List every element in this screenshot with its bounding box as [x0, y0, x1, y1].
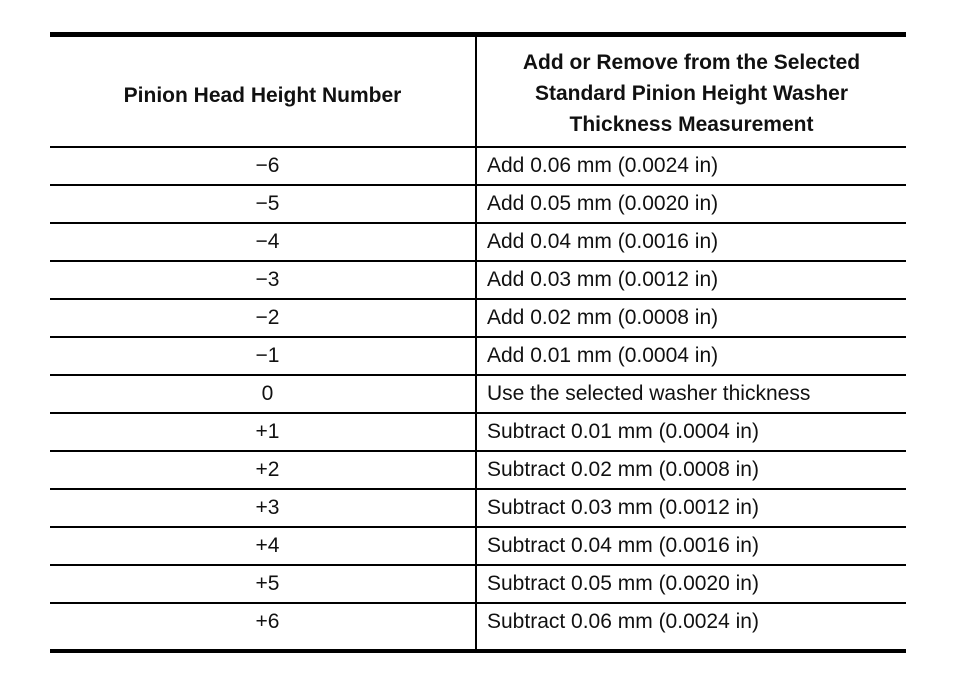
row-number: −3 — [255, 268, 280, 291]
table-row — [50, 414, 906, 452]
row-action: Add 0.02 mm (0.0008 in) — [487, 306, 719, 329]
table-row — [50, 186, 906, 224]
row-action: Use the selected washer thickness — [487, 382, 811, 405]
table-body — [50, 148, 906, 642]
row-action: Subtract 0.03 mm (0.0012 in) — [487, 496, 759, 519]
row-number: +1 — [255, 420, 280, 443]
row-number: −4 — [255, 230, 280, 253]
table-row — [50, 262, 906, 300]
row-number: 0 — [261, 382, 274, 405]
row-action: Add 0.03 mm (0.0012 in) — [487, 268, 719, 291]
header-add-or-remove — [477, 37, 906, 146]
row-number: −6 — [255, 154, 280, 177]
row-number: +5 — [255, 572, 280, 595]
table-row — [50, 528, 906, 566]
row-number: −5 — [255, 192, 280, 215]
table-row — [50, 300, 906, 338]
row-action: Subtract 0.05 mm (0.0020 in) — [487, 572, 759, 595]
row-action: Subtract 0.04 mm (0.0016 in) — [487, 534, 759, 557]
row-number: +3 — [255, 496, 280, 519]
table-row — [50, 566, 906, 604]
row-action: Add 0.05 mm (0.0020 in) — [487, 192, 719, 215]
row-number: +2 — [255, 458, 280, 481]
header-pinion-head-height-number: Pinion Head Height Number — [123, 83, 402, 107]
table-row — [50, 452, 906, 490]
table-bottom-rule — [50, 649, 906, 653]
row-action: Add 0.04 mm (0.0016 in) — [487, 230, 719, 253]
table-row — [50, 148, 906, 186]
row-action: Add 0.01 mm (0.0004 in) — [487, 344, 719, 367]
row-number: +4 — [255, 534, 280, 557]
row-action: Subtract 0.01 mm (0.0004 in) — [487, 420, 759, 443]
row-action: Add 0.06 mm (0.0024 in) — [487, 154, 719, 177]
table-row — [50, 224, 906, 262]
table-row — [50, 604, 906, 642]
row-number: −1 — [255, 344, 280, 367]
row-action: Subtract 0.02 mm (0.0008 in) — [487, 458, 759, 481]
row-number: −2 — [255, 306, 280, 329]
row-action: Subtract 0.06 mm (0.0024 in) — [487, 610, 759, 633]
header-line-2: Standard Pinion Height Washer — [534, 82, 849, 105]
row-number: +6 — [255, 610, 280, 633]
table-row — [50, 376, 906, 414]
header-line-3: Thickness Measurement — [569, 113, 814, 136]
header-line-1: Add or Remove from the Selected — [522, 51, 861, 74]
table-row — [50, 338, 906, 376]
table-header — [50, 37, 906, 146]
table-row — [50, 490, 906, 528]
